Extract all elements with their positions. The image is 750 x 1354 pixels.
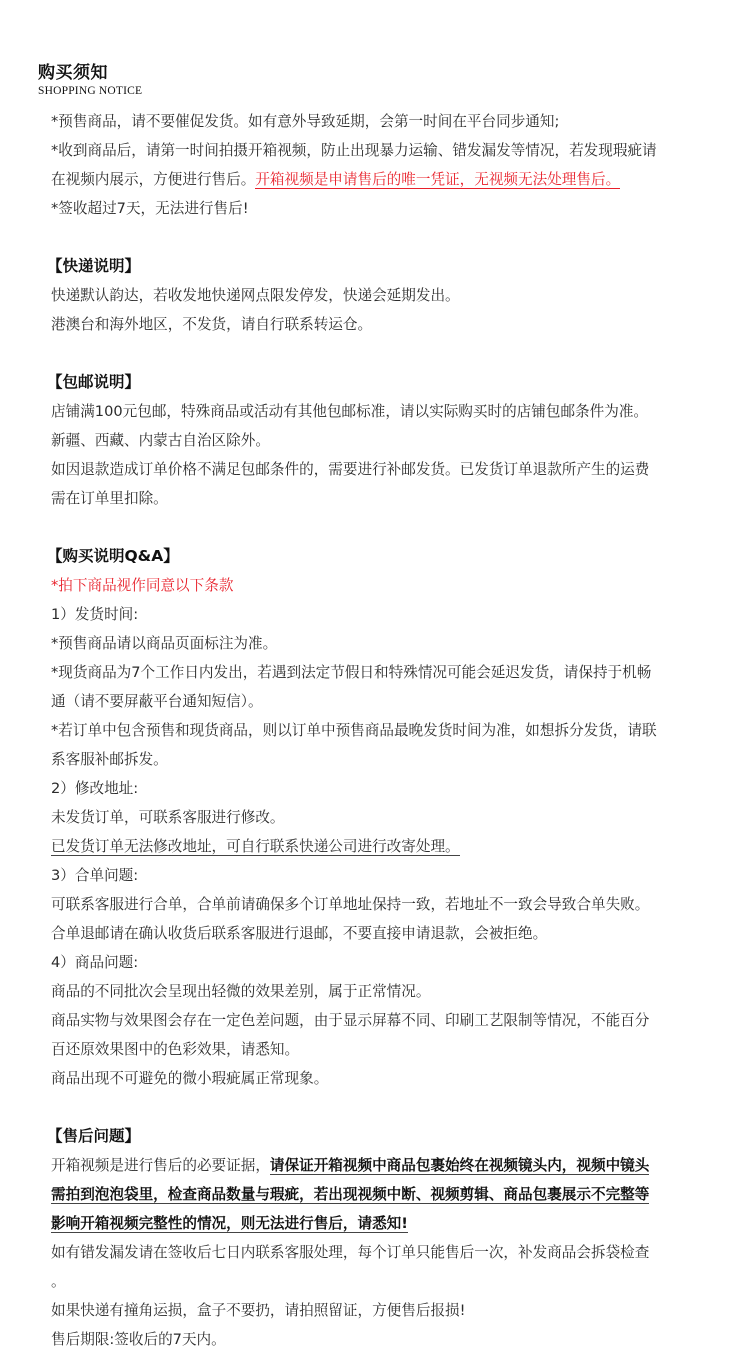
after-sales-line: 如有错发漏发请在签收后七日内联系客服处理，每个订单只能售后一次，补发商品会拆袋检查 [51,1244,650,1261]
notice-content [47,107,715,1354]
free-shipping-line: 店铺满100元包邮，特殊商品或活动有其他包邮标准，请以实际购买时的店铺包邮条件为准。 [51,403,649,420]
intro-line [51,165,715,194]
after-sales-section-title: 【售后问题】 [47,1127,141,1145]
qa-line: 商品实物与效果图会存在一定色差问题，由于显示屏幕不同、印刷工艺限制等情况，不能百分 [51,1012,650,1029]
intro-line: *收到商品后，请第一时间拍摄开箱视频，防止出现暴力运输、错发漏发等情况，若发现瑕疵请 [51,142,657,159]
after-sales-line [51,1180,715,1209]
free-shipping-line: 新疆、西藏、内蒙古自治区除外。 [51,432,270,449]
shipping-line: 港澳台和海外地区，不发货，请自行联系转运仓。 [51,316,373,333]
after-sales-line: 如果快递有撞角运损，盒子不要扔，请拍照留证，方便售后报损! [51,1302,466,1319]
qa-line: *现货商品为7个工作日内发出，若遇到法定节假日和特殊情况可能会延迟发货，请保持于机畅 [51,664,652,681]
qa-question-title: 3）合单问题: [51,867,139,884]
qa-line: 合单退邮请在确认收货后联系客服进行退邮，不要直接申请退款，会被拒绝。 [51,925,548,942]
intro-line: *签收超过7天，无法进行售后! [51,200,249,217]
qa-line: 通（请不要屏蔽平台通知短信）。 [51,693,263,710]
shipping-section-title: 【快递说明】 [47,257,141,275]
after-sales-line: 售后期限:签收后的7天内。 [51,1331,226,1348]
after-sales-emphasis: 影响开箱视频完整性的情况，则无法进行售后，请悉知! [51,1215,408,1232]
free-shipping-section-title: 【包邮说明】 [47,373,141,391]
intro-text: 在视频内展示，方便进行售后。 [51,171,256,188]
intro-line: *预售商品，请不要催促发货。如有意外导致延期，会第一时间在平台同步通知; [51,113,560,130]
after-sales-line [51,1209,715,1238]
free-shipping-line: 如因退款造成订单价格不满足包邮条件的，需要进行补邮发货。已发货订单退款所产生的运费 [51,461,650,478]
qa-line: 未发货订单，可联系客服进行修改。 [51,809,285,826]
qa-line: 商品的不同批次会呈现出轻微的效果差别，属于正常情况。 [51,983,431,1000]
qa-question-title: 4）商品问题: [51,954,139,971]
qa-section-title: 【购买说明Q&A】 [47,547,179,565]
video-proof-warning: 开箱视频是申请售后的唯一凭证，无视频无法处理售后。 [255,171,621,188]
after-sales-line [51,1151,715,1180]
notice-subtitle: SHOPPING NOTICE [38,85,143,97]
notice-title: 购买须知 [38,63,108,83]
qa-line [51,832,715,861]
qa-line: 可联系客服进行合单，合单前请确保多个订单地址保持一致，若地址不一致会导致合单失败。 [51,896,650,913]
notice-header [38,58,142,97]
qa-question-title: 1）发货时间: [51,606,139,623]
after-sales-emphasis: 请保证开箱视频中商品包裹始终在视频镜头内，视频中镜头 [269,1157,650,1174]
shipping-line: 快递默认韵达，若收发地快递网点限发停发，快递会延期发出。 [51,287,460,304]
qa-question-title: 2）修改地址: [51,780,139,797]
after-sales-text: 开箱视频是进行售后的必要证据， [51,1157,270,1174]
qa-line: 系客服补邮拆发。 [51,751,168,768]
qa-line: 百还原效果图中的色彩效果，请悉知。 [51,1041,300,1058]
qa-line: 商品出现不可避免的微小瑕疵属正常现象。 [51,1070,329,1087]
free-shipping-line: 需在订单里扣除。 [51,490,168,507]
qa-line: *预售商品请以商品页面标注为准。 [51,635,278,652]
shipped-order-note: 已发货订单无法修改地址，可自行联系快递公司进行改寄处理。 [51,838,460,855]
after-sales-line: 。 [51,1273,66,1290]
qa-agree-notice: *拍下商品视作同意以下条款 [51,577,234,594]
after-sales-emphasis: 需拍到泡泡袋里，检查商品数量与瑕疵，若出现视频中断、视频剪辑、商品包裹展示不完整等 [51,1186,650,1203]
qa-line: *若订单中包含预售和现货商品，则以订单中预售商品最晚发货时间为准，如想拆分发货，请联 [51,722,657,739]
